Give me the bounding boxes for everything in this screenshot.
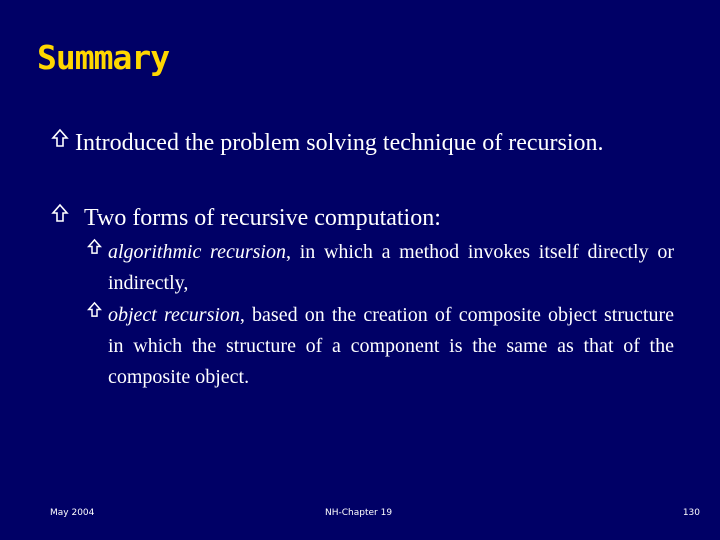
up-arrow-outline-icon xyxy=(51,127,69,149)
bullet-text: Two forms of recursive computation: xyxy=(84,205,441,231)
up-arrow-outline-icon xyxy=(87,237,102,256)
bullet-item xyxy=(51,127,673,159)
sub-bullet-rest: , based on the creation of composite object structure in which the structure of a component is the same as that of the composite object. xyxy=(108,304,674,388)
up-arrow-outline-icon xyxy=(51,202,69,224)
sub-bullet-item xyxy=(87,237,674,299)
footer-page-number: 130 xyxy=(682,508,700,518)
sub-bullet-emphasis: algorithmic recursion xyxy=(108,241,286,263)
sub-bullet-emphasis: object recursion xyxy=(108,304,240,326)
sub-bullet-rest: , in which a method invokes itself directly or indirectly, xyxy=(108,241,674,294)
sub-bullet-item xyxy=(87,300,674,393)
bullet-text: Introduced the problem solving technique of recursion. xyxy=(75,130,604,156)
sub-bullet-text xyxy=(87,237,674,299)
up-arrow-outline-icon xyxy=(87,300,102,319)
sub-bullet-text xyxy=(87,300,674,393)
footer-chapter: NH-Chapter 19 xyxy=(325,508,393,518)
bullet-item xyxy=(51,202,673,234)
footer-date: May 2004 xyxy=(50,508,95,518)
slide-title: Summary xyxy=(37,38,170,77)
